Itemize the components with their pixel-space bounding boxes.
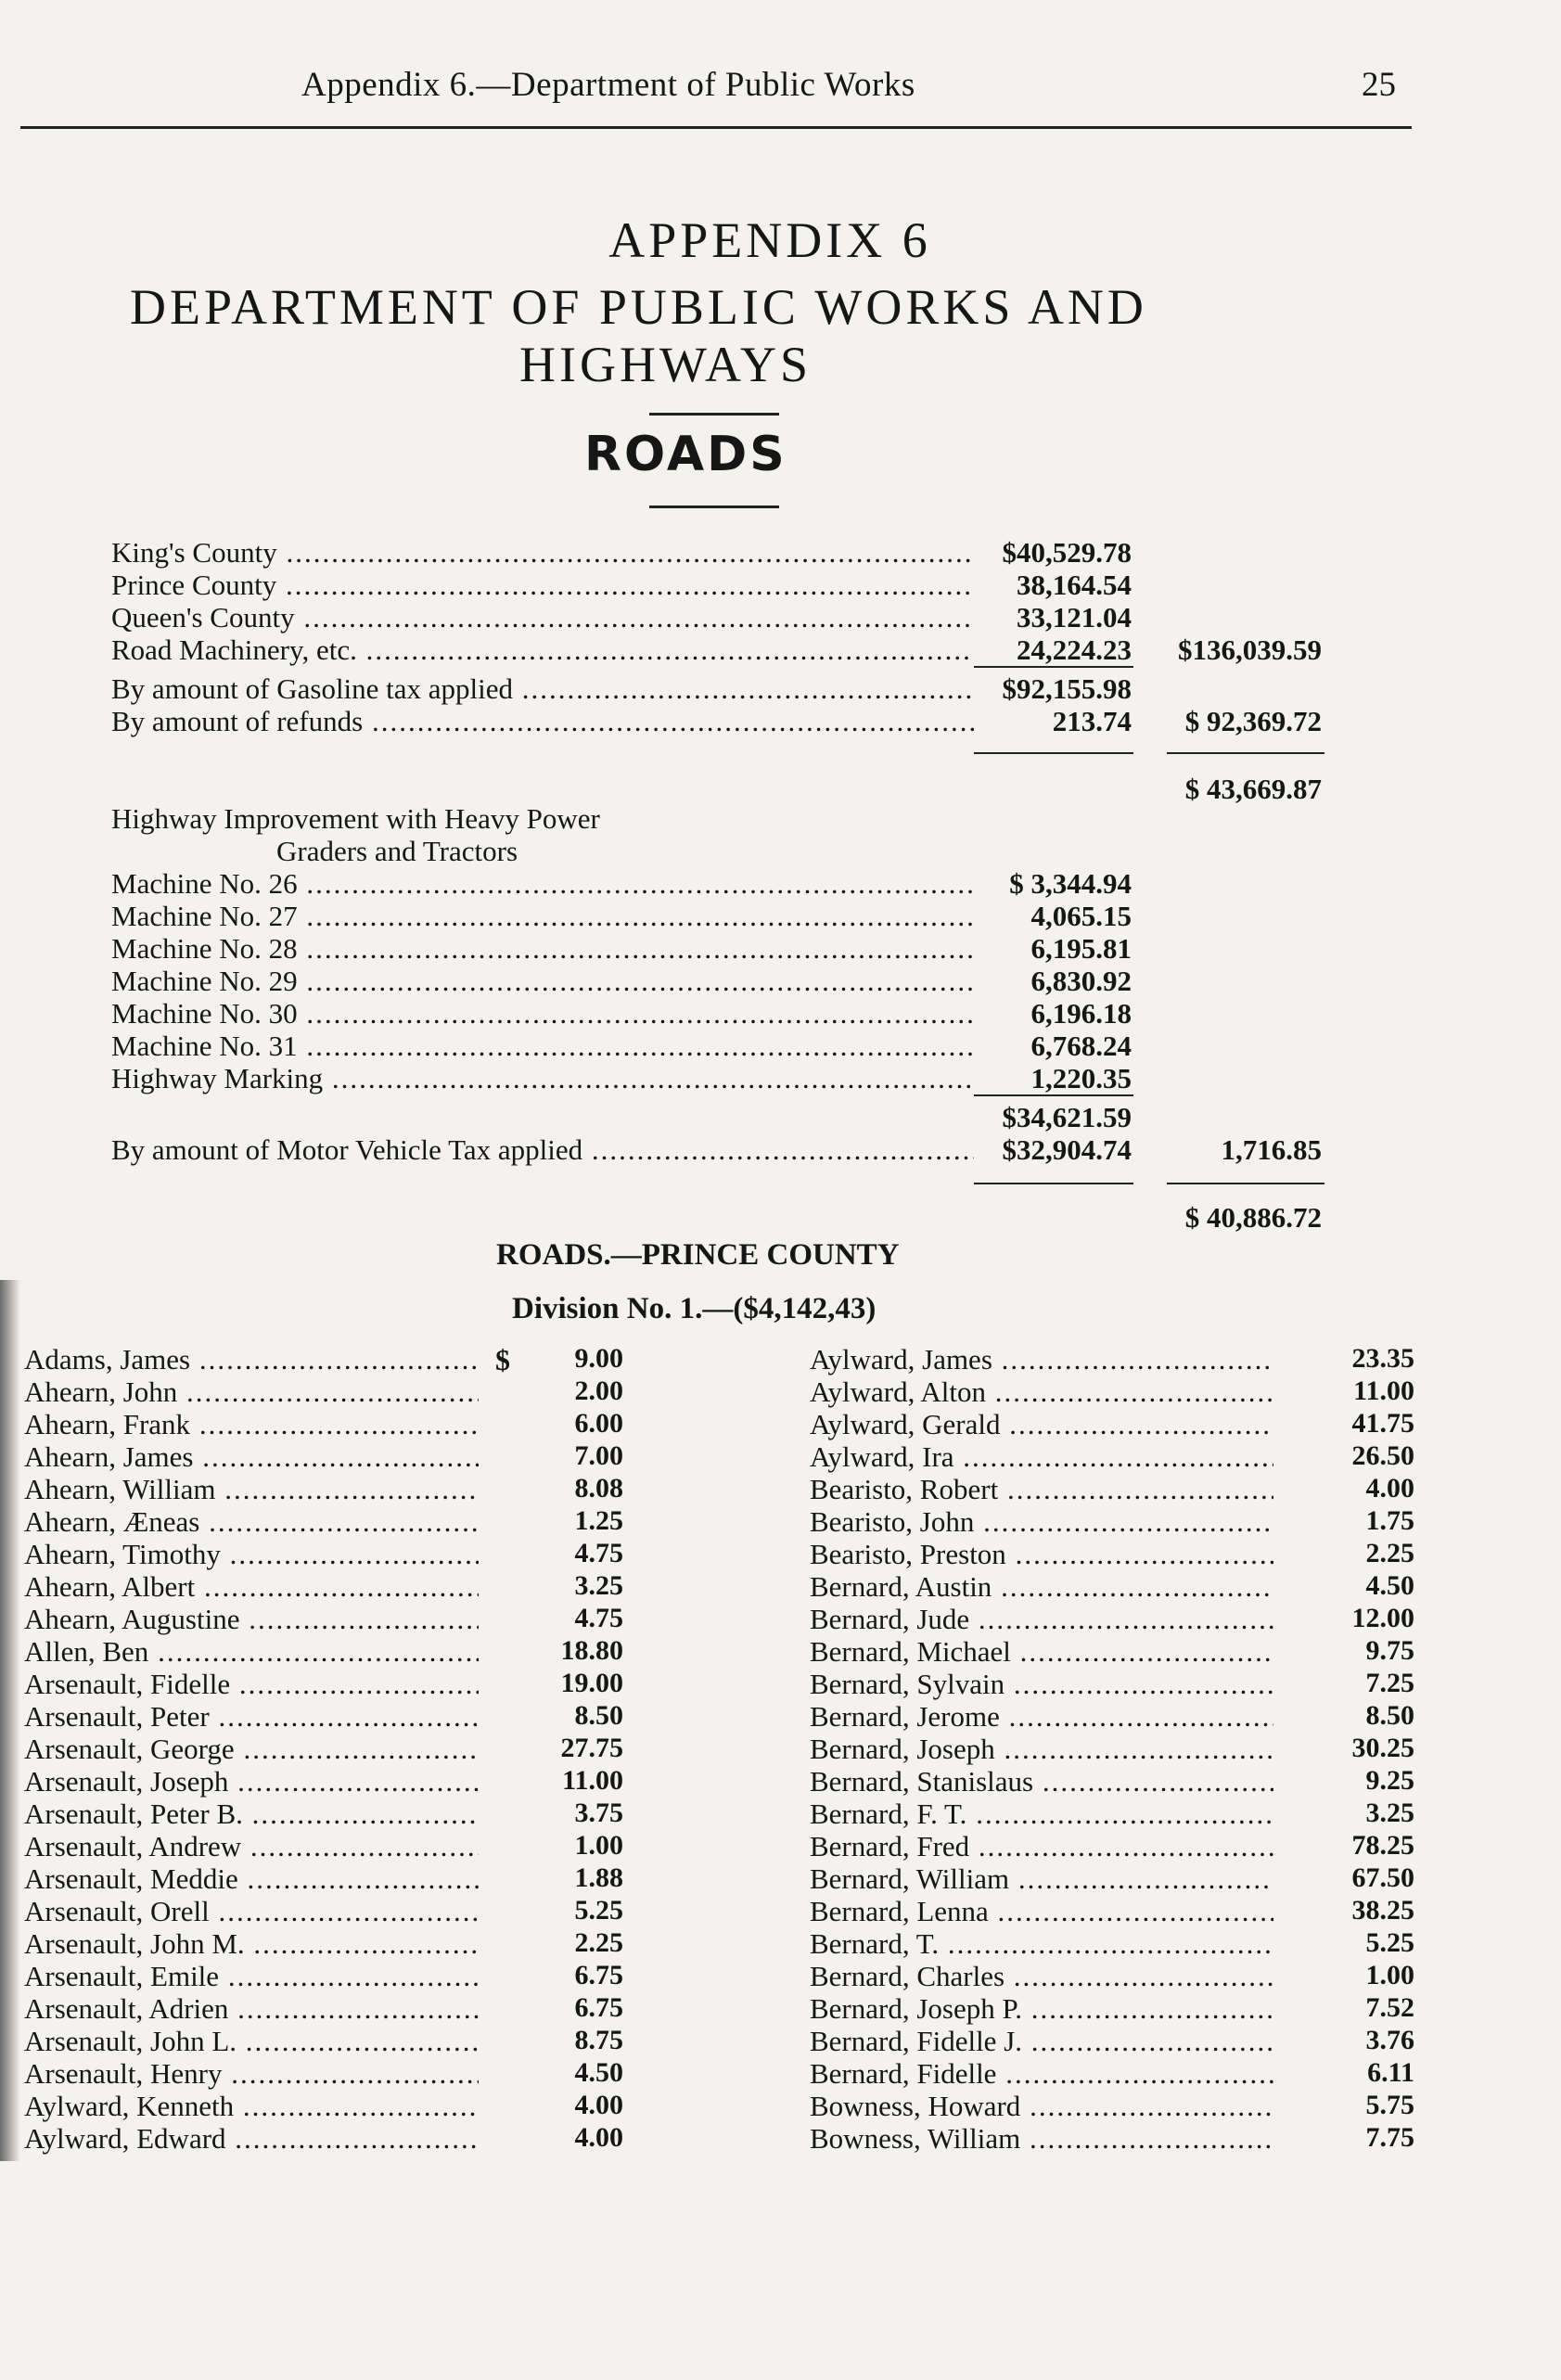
table-row-value: 7.25 — [1365, 1668, 1414, 1698]
summary-amount: 33,121.04 — [1017, 601, 1132, 633]
machine-amount: 1,220.35 — [1030, 1062, 1132, 1094]
table-row-value: 2.00 — [574, 1376, 623, 1406]
summary-amount: $40,529.78 — [1002, 536, 1132, 569]
prince-county-heading: ROADS.—PRINCE COUNTY — [496, 1238, 900, 1272]
table-row-name: Arsenault, Adrien ..... — [24, 1992, 479, 2026]
department-title-line2: HIGHWAYS — [519, 337, 812, 392]
table-row-value: 6.75 — [574, 1992, 623, 2023]
table-row-name: Bernard, Jerome ..... — [810, 1700, 1273, 1734]
table-row-name: Bernard, Fidelle ..... — [810, 2057, 1273, 2091]
summary-label: Queen's County ..... — [111, 601, 974, 634]
table-row-value: 6.00 — [574, 1408, 623, 1439]
table-row-name: Bernard, Sylvain ..... — [810, 1668, 1273, 1701]
table-row-name: Aylward, Ira ..... — [810, 1440, 1273, 1474]
table-row-value: 2.25 — [574, 1927, 623, 1958]
table-row-name: Bernard, T. ..... — [810, 1927, 1273, 1961]
table-row-name: Aylward, Kenneth ..... — [24, 2090, 479, 2123]
table-row-name: Bernard, Stanislaus ..... — [810, 1765, 1273, 1798]
table-row-name: Bernard, Charles ..... — [810, 1960, 1273, 1993]
machine-label: Machine No. 27 ..... — [111, 900, 974, 933]
table-row-value: 11.00 — [562, 1765, 623, 1796]
subtotal-rule — [974, 666, 1133, 668]
table-row-name: Ahearn, Æneas ..... — [24, 1505, 479, 1539]
table-row-value: 1.25 — [574, 1505, 623, 1536]
table-row-value: 41.75 — [1351, 1408, 1414, 1439]
scan-edge-shadow — [0, 1280, 20, 2161]
refunds-label: By amount of refunds ..... — [111, 705, 974, 738]
balance-rule-right — [1167, 752, 1324, 754]
highway-heading: Highway Improvement with Heavy Power — [111, 802, 600, 835]
table-row-value: 67.50 — [1351, 1862, 1414, 1893]
table-row-value: 3.76 — [1365, 2025, 1414, 2055]
table-row-value: 30.25 — [1351, 1733, 1414, 1763]
table-row-value: 5.25 — [1365, 1927, 1414, 1958]
header-rule — [20, 126, 1412, 129]
machines-total: $34,621.59 — [1002, 1101, 1132, 1133]
division-heading: Division No. 1.—($4,142,43) — [512, 1292, 876, 1325]
table-row-value: 78.25 — [1351, 1830, 1414, 1861]
table-row-name: Arsenault, Meddie ..... — [24, 1862, 479, 1896]
table-row-name: Ahearn, Frank ..... — [24, 1408, 479, 1441]
table-row-name: Aylward, Gerald ..... — [810, 1408, 1273, 1441]
table-row-value: 8.50 — [574, 1700, 623, 1731]
motor-vehicle-amount: $32,904.74 — [1002, 1133, 1132, 1166]
table-row-name: Bowness, William ..... — [810, 2122, 1273, 2156]
table-row-value: 1.00 — [574, 1830, 623, 1861]
table-row-name: Arsenault, Henry ..... — [24, 2057, 479, 2091]
table-row-name: Bernard, Michael ..... — [810, 1635, 1273, 1669]
table-row-value: 6.75 — [574, 1960, 623, 1990]
gasoline-amount: $92,155.98 — [1002, 672, 1132, 705]
table-row-value: 3.75 — [574, 1798, 623, 1828]
table-row-name: Bearisto, John ..... — [810, 1505, 1273, 1539]
table-row-value: 7.52 — [1365, 1992, 1414, 2023]
running-head — [0, 65, 1561, 121]
table-row-value: 4.75 — [574, 1538, 623, 1568]
summary-amount: 38,164.54 — [1017, 569, 1132, 601]
table-row-value: 1.75 — [1365, 1505, 1414, 1536]
table-row-value: 9.00 — [574, 1343, 623, 1374]
table-row-value: 8.08 — [574, 1473, 623, 1503]
table-row-name: Arsenault, John M. ..... — [24, 1927, 479, 1961]
table-row-value: 1.88 — [574, 1862, 623, 1893]
table-row-value: 26.50 — [1351, 1440, 1414, 1471]
table-row-value: 9.75 — [1365, 1635, 1414, 1666]
table-row-name: Allen, Ben ..... — [24, 1635, 479, 1669]
table-row-value: 5.25 — [574, 1895, 623, 1926]
table-row-name: Bernard, Joseph P. ..... — [810, 1992, 1273, 2026]
machine-label: Machine No. 26 ..... — [111, 867, 974, 901]
table-row-value: 38.25 — [1351, 1895, 1414, 1926]
table-row-name: Bernard, William ..... — [810, 1862, 1273, 1896]
table-row-value: 6.11 — [1367, 2057, 1414, 2088]
refunds-amount: 213.74 — [1052, 705, 1132, 737]
table-row-name: Bernard, Austin ..... — [810, 1570, 1273, 1604]
table-row-value: 7.00 — [574, 1440, 623, 1471]
table-row-value: 1.00 — [1365, 1960, 1414, 1990]
table-row-value: 8.50 — [1365, 1700, 1414, 1731]
table-row-value: 18.80 — [560, 1635, 623, 1666]
machine-label: Machine No. 30 ..... — [111, 997, 974, 1030]
summary-total: $136,039.59 — [1178, 633, 1322, 666]
table-row-name: Ahearn, Albert ..... — [24, 1570, 479, 1604]
final-rule — [974, 1183, 1133, 1184]
grand-total: $ 40,886.72 — [1184, 1201, 1322, 1234]
table-row-name: Bernard, Joseph ..... — [810, 1733, 1273, 1766]
table-row-name: Aylward, James ..... — [810, 1343, 1273, 1376]
motor-vehicle-total: 1,716.85 — [1221, 1133, 1322, 1166]
appendix-title: APPENDIX 6 — [608, 212, 931, 268]
balance-total: $ 43,669.87 — [1184, 773, 1322, 805]
summary-label: Road Machinery, etc. ..... — [111, 633, 974, 667]
table-row-value: 4.50 — [574, 2057, 623, 2088]
table-row-value: 27.75 — [560, 1733, 623, 1763]
final-rule-right — [1167, 1183, 1324, 1184]
machine-amount: 6,830.92 — [1030, 965, 1132, 997]
table-row-name: Bearisto, Robert ..... — [810, 1473, 1273, 1506]
table-row-name: Bowness, Howard ..... — [810, 2090, 1273, 2123]
table-row-value: 11.00 — [1353, 1376, 1414, 1406]
table-row-name: Ahearn, Augustine ..... — [24, 1603, 479, 1636]
table-row-value: 8.75 — [574, 2025, 623, 2055]
table-row-name: Arsenault, Emile ..... — [24, 1960, 479, 1993]
table-row-name: Arsenault, Orell ..... — [24, 1895, 479, 1928]
table-row-value: 23.35 — [1351, 1343, 1414, 1374]
highway-subheading: Graders and Tractors — [276, 835, 518, 867]
summary-amount: 24,224.23 — [1017, 633, 1132, 666]
table-row-value: 4.00 — [1365, 1473, 1414, 1503]
table-row-name: Aylward, Alton ..... — [810, 1376, 1273, 1409]
machine-label: Machine No. 31 ..... — [111, 1030, 974, 1063]
table-row-name: Arsenault, Peter ..... — [24, 1700, 479, 1734]
page-number: 25 — [1362, 66, 1396, 104]
motor-vehicle-label: By amount of Motor Vehicle Tax applied ..... — [111, 1133, 974, 1167]
dollar-sign: $ — [495, 1343, 510, 1376]
summary-label: Prince County ..... — [111, 569, 974, 602]
table-row-value: 9.25 — [1365, 1765, 1414, 1796]
machine-amount: 6,768.24 — [1030, 1030, 1132, 1062]
table-row-name: Aylward, Edward ..... — [24, 2122, 479, 2156]
table-row-name: Adams, James ..... — [24, 1343, 479, 1376]
table-row-name: Arsenault, Joseph ..... — [24, 1765, 479, 1798]
table-row-name: Bearisto, Preston ..... — [810, 1538, 1273, 1571]
table-row-name: Ahearn, John ..... — [24, 1376, 479, 1409]
table-row-name: Bernard, Fidelle J. ..... — [810, 2025, 1273, 2058]
table-row-value: 4.00 — [574, 2090, 623, 2120]
machine-amount: $ 3,344.94 — [1009, 867, 1132, 900]
table-row-value: 7.75 — [1365, 2122, 1414, 2153]
table-row-name: Bernard, Fred ..... — [810, 1830, 1273, 1863]
department-title-line1: DEPARTMENT OF PUBLIC WORKS AND — [130, 279, 1147, 335]
machine-amount: 6,195.81 — [1030, 932, 1132, 965]
table-row-name: Ahearn, James ..... — [24, 1440, 479, 1474]
machine-amount: 6,196.18 — [1030, 997, 1132, 1030]
table-row-name: Arsenault, Andrew ..... — [24, 1830, 479, 1863]
title-rule — [649, 413, 779, 416]
table-row-name: Ahearn, William ..... — [24, 1473, 479, 1506]
table-row-value: 3.25 — [574, 1570, 623, 1601]
table-row-name: Bernard, Lenna ..... — [810, 1895, 1273, 1928]
table-row-name: Arsenault, George ..... — [24, 1733, 479, 1766]
table-row-name: Ahearn, Timothy ..... — [24, 1538, 479, 1571]
machine-label: Machine No. 28 ..... — [111, 932, 974, 966]
table-row-value: 4.75 — [574, 1603, 623, 1633]
gasoline-label: By amount of Gasoline tax applied ..... — [111, 672, 974, 706]
running-title: Appendix 6.—Department of Public Works — [301, 66, 915, 104]
machine-label: Machine No. 29 ..... — [111, 965, 974, 998]
table-row-name: Bernard, F. T. ..... — [810, 1798, 1273, 1831]
table-row-name: Arsenault, Peter B. ..... — [24, 1798, 479, 1831]
table-row-value: 19.00 — [560, 1668, 623, 1698]
table-row-value: 2.25 — [1365, 1538, 1414, 1568]
section-title: ROADS — [584, 427, 787, 482]
machine-amount: 4,065.15 — [1030, 900, 1132, 932]
table-row-value: 3.25 — [1365, 1798, 1414, 1828]
section-rule — [649, 505, 779, 508]
table-row-value: 12.00 — [1351, 1603, 1414, 1633]
table-row-value: 4.50 — [1365, 1570, 1414, 1601]
machines-rule — [974, 1094, 1133, 1096]
summary-label: King's County ..... — [111, 536, 974, 569]
refunds-total: $ 92,369.72 — [1184, 705, 1322, 737]
table-row-value: 5.75 — [1365, 2090, 1414, 2120]
table-row-name: Arsenault, John L. ..... — [24, 2025, 479, 2058]
table-row-name: Arsenault, Fidelle ..... — [24, 1668, 479, 1701]
machine-label: Highway Marking ..... — [111, 1062, 974, 1095]
balance-rule — [974, 752, 1133, 754]
table-row-name: Bernard, Jude ..... — [810, 1603, 1273, 1636]
table-row-value: 4.00 — [574, 2122, 623, 2153]
